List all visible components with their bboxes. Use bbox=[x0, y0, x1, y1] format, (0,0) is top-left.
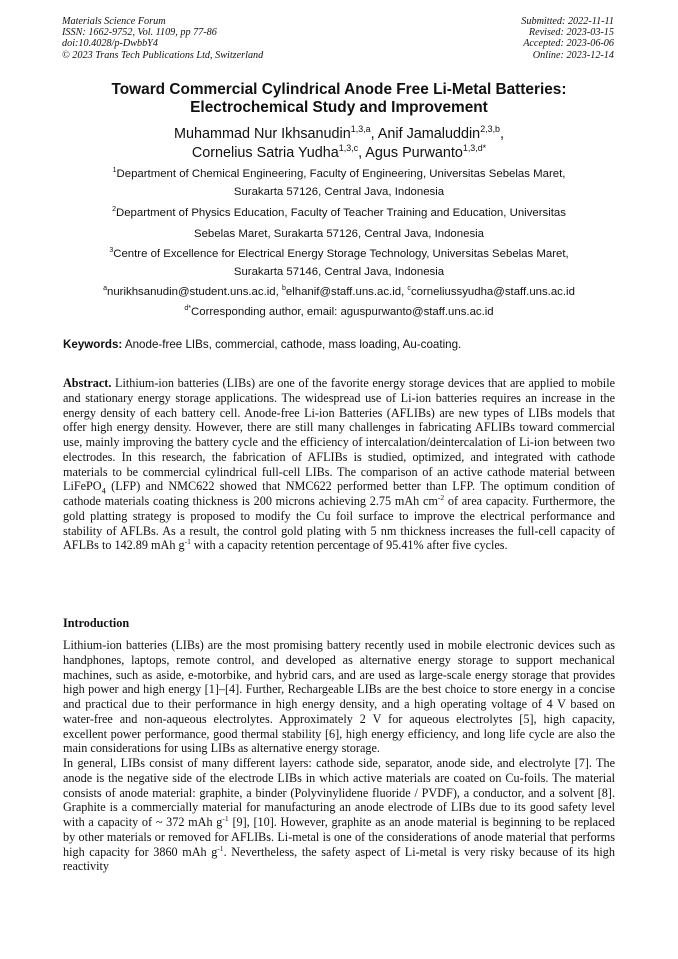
date-online: Online: 2023-12-14 bbox=[532, 49, 614, 61]
introduction-body bbox=[63, 638, 615, 874]
author-3: Cornelius Satria Yudha bbox=[191, 145, 339, 161]
keywords-text: Anode-free LIBs, commercial, cathode, mass loading, Au-coating. bbox=[122, 338, 462, 351]
affiliation-3 bbox=[30, 246, 648, 281]
author-emails: $^a$nurikhsanudin@student.uns.ac.id, $^b$elhanif@staff.uns.ac.id, $^c$corneliussyudha@staff.uns.ac.id $^{d*}$Corresponding author, email: aguspurwanto@staff.uns.ac.id bbox=[30, 282, 648, 322]
corresponding-author: $^{d*}$Corresponding author, email: aguspurwanto@staff.uns.ac.id bbox=[184, 305, 494, 318]
author-4-affil: 1,3,d* bbox=[462, 143, 487, 154]
authors-line-2: Cornelius Satria Yudha$^{1,3,c}$, Agus Purwanto$^{1,3,d*}$ bbox=[191, 143, 487, 161]
affiliation-2 bbox=[30, 203, 648, 244]
affiliation-2-mark: 2 bbox=[112, 206, 116, 214]
publication-dates bbox=[521, 16, 614, 61]
affiliation-1-mark: 1 bbox=[112, 167, 117, 175]
affiliation-3-line-1: Centre of Excellence for Electrical Energy Storage Technology, Universitas Sebelas Maret, bbox=[113, 248, 569, 260]
affiliation-1-line-1: Department of Chemical Engineering, Faculty of Engineering, Universitas Sebelas Maret, bbox=[116, 168, 566, 180]
abstract: Abstract. Lithium-ion batteries (LIBs) are one of the favorite energy storage devices that are applied to mobile and stationary energy storage applications. The widespread use of Li-ion batteries requires an increase in the energy density of each battery cell. Anode-free Li-ion Batteries (AFLIBs) are new types of LIBs models that offer high energy density. However, there are still many challenges in fabricating AFLIBs toward commercial use, mainly improving the battery cycle and the efficiency of intercalation/deintercalation of Li-ion between two electrodes. In this research, the fabrication of AFLIBs is studied, optimized, and integrated with cathode materials to be commercial cylindrical full-cell LIBs. The comparison of an active cathode material between LiFePO$_4$ (LFP) and NMC622 showed that NMC622 performed better than LFP. The optimum condition of cathode materials coating thickness is 200 microns achieving 2.75 mAh $cm^{-2}$ of area capacity. Furthermore, the gold platting strategy is proposed to modify the Cu foil surface to improve the electrical performance and stability of AFLBs. As a result, the control gold plating with 5 nm thickness increases the full-cell capacity of AFLBs to 142.89 mAh $g^{-1}$ with a capacity retention percentage of 95.41% after five cycles. bbox=[63, 376, 615, 553]
author-1-affil: 1,3,a bbox=[350, 124, 371, 135]
issn: ISSN: 1662-9752, Vol. 1109, pp 77-86 bbox=[62, 27, 217, 39]
author-list bbox=[40, 125, 638, 163]
keywords bbox=[63, 338, 461, 351]
paper-title bbox=[40, 81, 638, 117]
affiliation-2-line-2: Sebelas Maret, Surakarta 57126, Central Java, Indonesia bbox=[194, 227, 484, 240]
email-b[interactable]: elhanif@staff.uns.ac.id, bbox=[285, 286, 408, 298]
affiliation-1 bbox=[30, 166, 648, 201]
title-line-1: Toward Commercial Cylindrical Anode Free Li-Metal Batteries: bbox=[111, 81, 567, 98]
affiliation-2-line-1: Department of Physics Education, Faculty of Teacher Training and Education, Universitas bbox=[115, 207, 566, 219]
author-4: Agus Purwanto bbox=[365, 145, 463, 161]
email-a[interactable]: nurikhsanudin@student.uns.ac.id, bbox=[107, 286, 282, 298]
author-2-affil: 2,3,b bbox=[480, 124, 500, 135]
author-1: Muhammad Nur Ikhsanudin bbox=[173, 126, 351, 142]
author-3-affil: 1,3,c bbox=[338, 143, 359, 154]
journal-info bbox=[62, 16, 263, 61]
email-c[interactable]: corneliussyudha@staff.uns.ac.id bbox=[410, 286, 575, 298]
copyright: © 2023 Trans Tech Publications Ltd, Switzerland bbox=[62, 49, 264, 61]
intro-paragraph-1: Lithium-ion batteries (LIBs) are the most promising battery recently used in mobile electronic devices such as handphones, laptops, remote control, and developed as alternative energy storage to support mechanical machines, such as aside, e-motorbike, and hybrid cars, and are used as large-scale energy storage that provides high power and high energy [1]–[4]. Further, Rechargeable LIBs are the best choice to store energy in a concise and practical due to their performance in high energy density, and a high operating voltage of 4 V based on water-free and non-aqueous electrolytes. Approximately 2 V for aqueous electrolytes [5], high capacity, excellent power performance, good thermal stability [6], high energy efficiency, and long life cycle are also the main considerations for using LIBs as alternative energy storage. bbox=[63, 638, 615, 756]
author-2: Anif Jamaluddin bbox=[377, 126, 481, 142]
affiliation-1-line-2: Surakarta 57126, Central Java, Indonesia bbox=[233, 185, 445, 198]
title-line-2: Electrochemical Study and Improvement bbox=[190, 99, 488, 116]
authors-line-1: Muhammad Nur Ikhsanudin$^{1,3,a}$, Anif Jamaluddin$^{2,3,b}$, bbox=[173, 124, 504, 142]
affiliation-3-line-2: Surakarta 57146, Central Java, Indonesia bbox=[233, 265, 445, 278]
introduction-heading: Introduction bbox=[63, 616, 130, 630]
intro-paragraph-2: In general, LIBs consist of many different layers: cathode side, separator, anode side, and electrolyte [7]. The anode is the negative side of the electrode LIBs in which active materials are coated on Cu-foils. The material consists of anode material: graphite, a binder (Polyvinylidene fluoride / PVDF), a conductor, and a solvent [8]. Graphite is a commercially material for manufacturing an anode electrode of LIBs due to its good safety level with a capacity of ~ 372 mAh $g^{-1}$ [9], [10]. However, graphite as an anode material is beginning to be replaced by other materials or removed for AFLIBs. Li-metal is one of the considerations of anode material that performs high capacity for 3860 mAh $g^{-1}$. Nevertheless, the safety aspect of Li-metal is very risky because of its high reactivity bbox=[63, 756, 615, 874]
keywords-label: Keywords: bbox=[63, 338, 123, 351]
date-accepted: Accepted: 2023-06-06 bbox=[523, 38, 614, 50]
journal-name: Materials Science Forum bbox=[62, 16, 166, 27]
affiliation-3-mark: 3 bbox=[109, 247, 114, 255]
doi[interactable]: doi:10.4028/p-DwbbY4 bbox=[62, 38, 158, 50]
date-submitted: Submitted: 2022-11-11 bbox=[521, 16, 614, 27]
abstract-label: Abstract. bbox=[63, 376, 112, 390]
corresponding-email[interactable]: Corresponding author, email: aguspurwanto@staff.uns.ac.id bbox=[191, 306, 494, 318]
date-revised: Revised: 2023-03-15 bbox=[528, 27, 614, 39]
